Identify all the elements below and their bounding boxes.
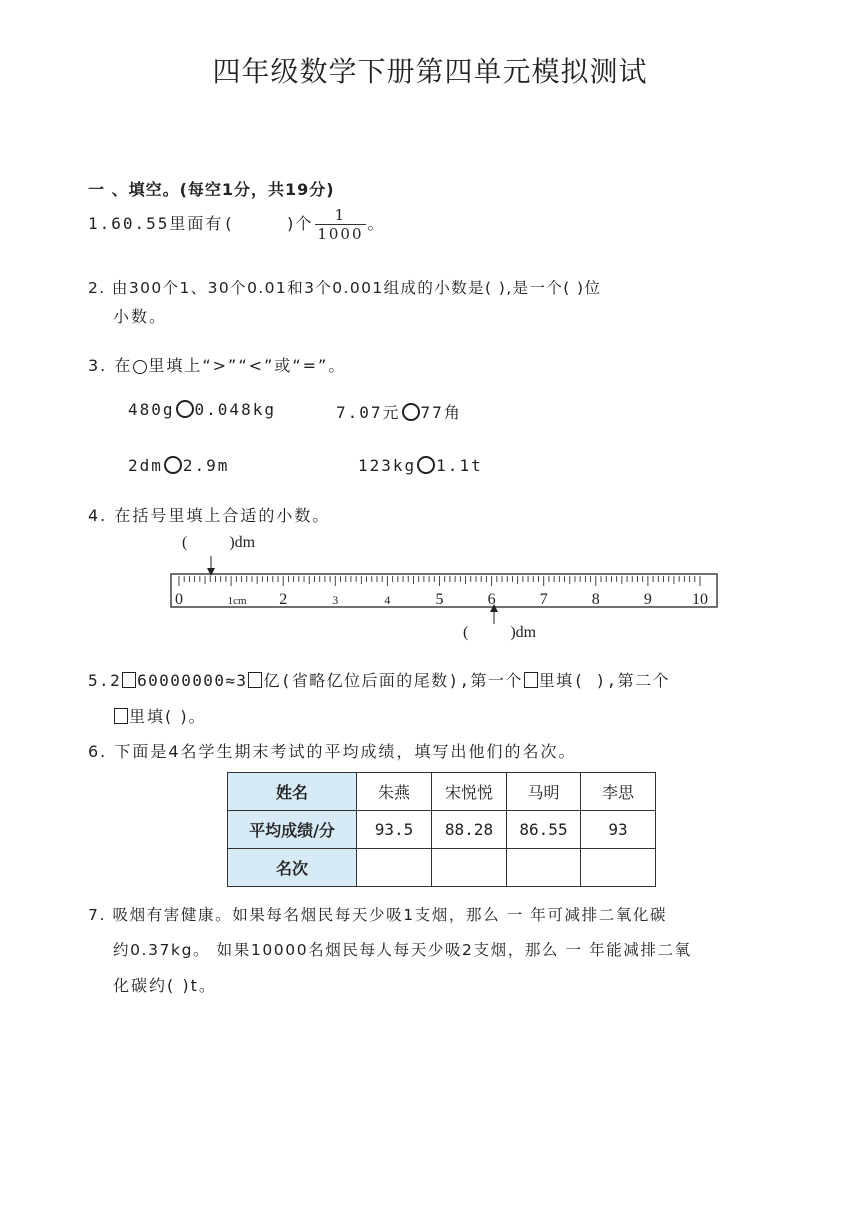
q3-item-2-right: 77角 [420,403,462,422]
blank-box-ref-2 [114,708,128,724]
q3-item-2-left: 7.07元 [336,403,401,422]
q3-prompt-b: 里填上“>”“<”或“=”。 [148,356,347,375]
rank-input-cell[interactable] [432,849,507,887]
ruler-label: 6 [487,591,496,608]
compare-circle-4[interactable] [417,456,435,474]
question-5-line1 [88,668,670,691]
score-cell: 88.28 [432,811,507,849]
score-cell: 93 [581,811,656,849]
question-7-line1: 7. 吸烟有害健康。如果每名烟民每天少吸1支烟，那么 一 年可减排二氧化碳 [88,906,668,924]
q5-line2-text: 里填( )。 [129,707,207,726]
ruler-label: 4 [384,593,391,607]
q3-item-1-left: 480g [128,400,175,419]
q5-part-2: 60000000≈3 [137,671,248,690]
ruler [165,552,725,632]
ruler-label: 1cm [227,595,247,607]
question-6-prompt: 6. 下面是4名学生期末考试的平均成绩，填写出他们的名次。 [88,742,577,761]
question-4-prompt: 4. 在括号里填上合适的小数。 [88,506,331,525]
q4-bottom-open: ( [463,624,469,641]
blank-box-1[interactable] [122,672,136,688]
q1-suffix: 。 [367,214,386,233]
q3-item-1 [128,400,276,419]
q3-item-3-left: 2dm [128,456,163,475]
table-row [228,811,656,849]
q4-top-close: )dm [229,534,256,551]
score-cell: 86.55 [507,811,581,849]
ruler-label: 8 [591,591,600,608]
ruler-label: 7 [539,591,548,608]
name-cell: 马明 [507,773,581,811]
question-7-line3: 化碳约( )t。 [113,976,217,995]
name-cell: 朱燕 [357,773,432,811]
q3-item-4-right: 1.1t [436,456,483,475]
row-header-score: 平均成绩/分 [228,811,357,849]
ruler-label: 3 [332,593,339,607]
score-table [227,772,656,887]
row-header-rank: 名次 [228,849,357,887]
ruler-body [171,574,717,607]
question-1 [88,206,386,243]
score-cell: 93.5 [357,811,432,849]
name-cell: 宋悦悦 [432,773,507,811]
rank-input-cell[interactable] [357,849,432,887]
compare-circle-3[interactable] [164,456,182,474]
question-7-line2: 约0.37kg。 如果10000名烟民每人每天少吸2支烟，那么 一 年能减排二氧 [113,941,692,959]
compare-circle-2[interactable] [402,403,420,421]
name-cell: 李思 [581,773,656,811]
q1-mid: )个 [287,214,314,233]
ruler-label: 5 [435,591,444,608]
q5-part-1: 5.2 [88,671,122,690]
q1-frac-denominator: 1000 [317,225,364,243]
blank-box-ref-1 [524,672,538,688]
q1-frac-numerator: 1 [334,206,347,224]
blank-box-2[interactable] [248,672,262,688]
question-2-line2: 小数。 [113,307,168,326]
q5-part-4: 里填( ),第二个 [538,671,670,690]
q3-item-4-left: 123kg [358,456,417,475]
question-2-line1: 2. 由300个1、30个0.01和3个0.001组成的小数是( ),是一个( )位 [88,279,602,297]
q3-item-1-right: 0.048kg [194,400,276,419]
q1-prefix: 1.60.55里面有( [88,214,236,233]
circle-icon [133,360,147,374]
ruler-label: 9 [643,591,652,608]
q1-fraction [315,206,365,243]
table-row [228,773,656,811]
ruler-label: 2 [279,591,288,608]
question-3-prompt [88,353,346,376]
q3-item-3 [128,456,229,475]
q3-item-3-right: 2.9m [182,456,230,475]
page-title: 四年级数学下册第四单元模拟测试 [212,55,648,88]
table-row [228,849,656,887]
rank-input-cell[interactable] [581,849,656,887]
q4-top-open: ( [182,534,188,551]
q3-item-4 [358,456,483,475]
question-5-line2 [113,704,207,727]
q4-bottom-close: )dm [510,624,537,641]
ruler-label: 10 [692,591,708,608]
ruler-label: 0 [175,591,183,608]
row-header-name: 姓名 [228,773,357,811]
q3-item-2 [336,400,462,423]
compare-circle-1[interactable] [176,400,194,418]
rank-input-cell[interactable] [507,849,581,887]
q4-top-answer[interactable] [182,534,255,552]
q5-part-3: 亿(省略亿位后面的尾数),第一个 [263,671,523,690]
section-heading: 一 、填空。(每空1分，共19分) [88,180,335,199]
q3-prompt-a: 3. 在 [88,356,133,375]
